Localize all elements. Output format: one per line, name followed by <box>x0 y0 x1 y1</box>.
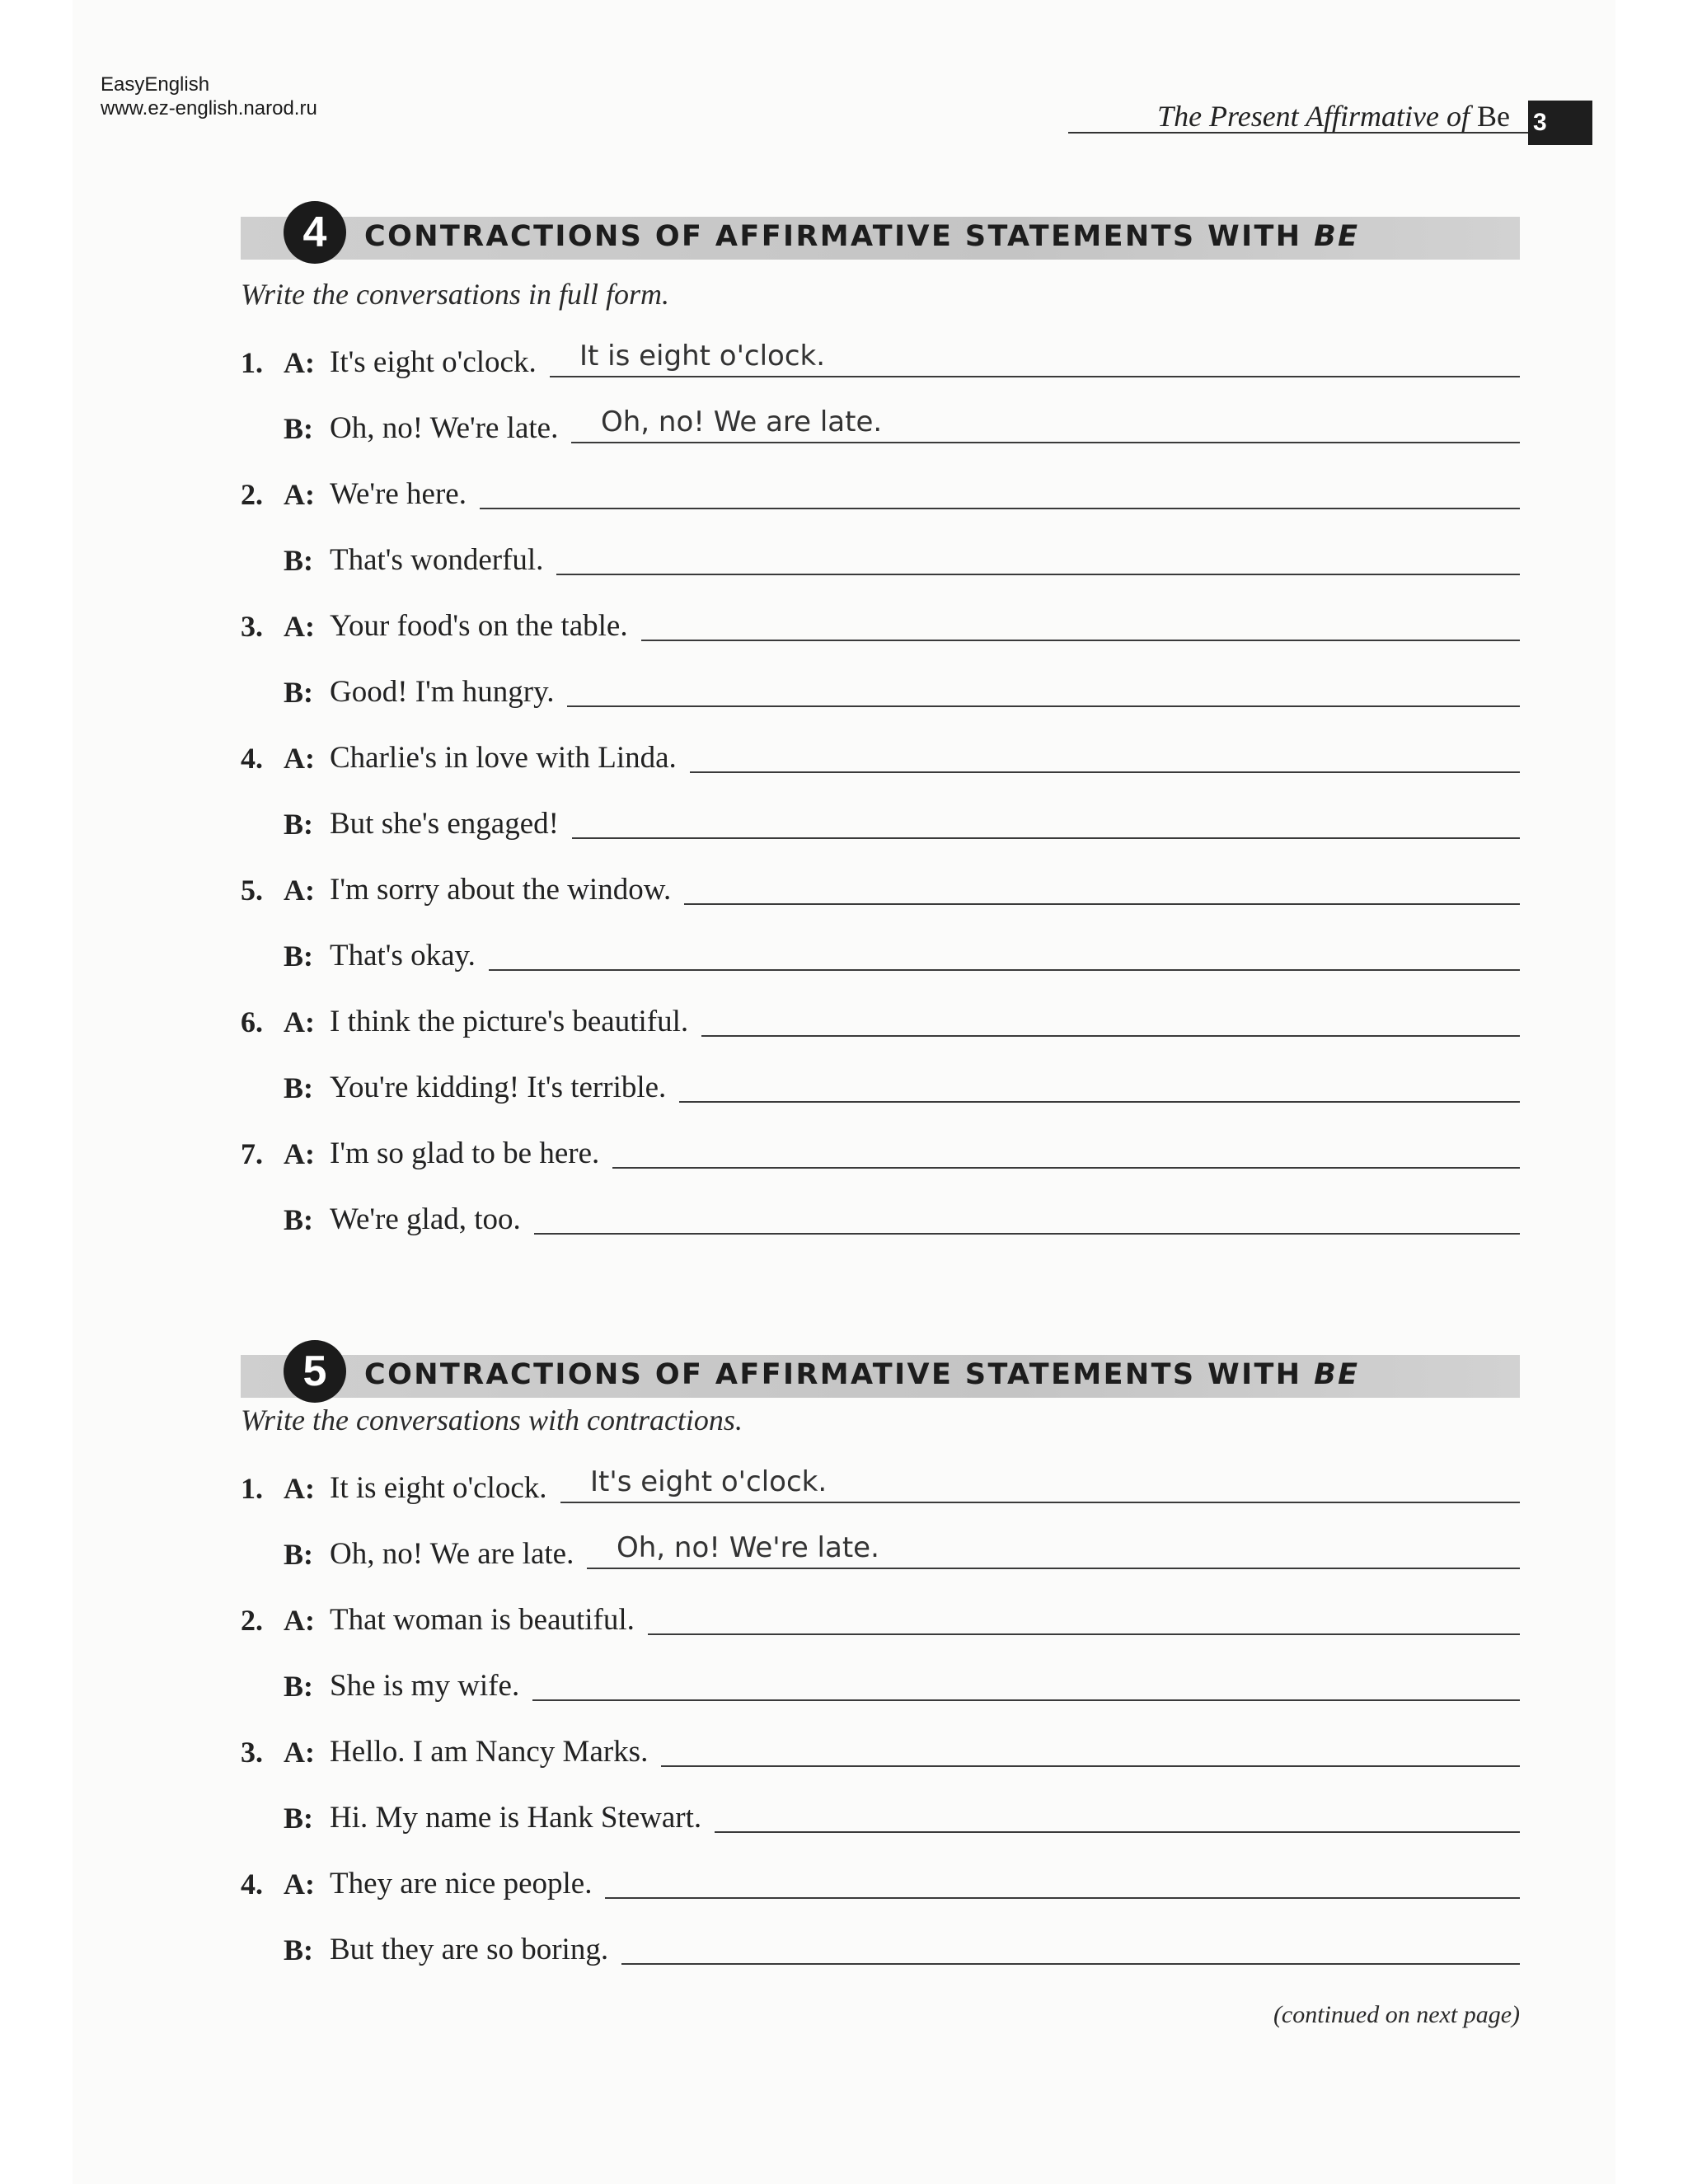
exercise-row <box>241 872 1520 921</box>
answer-line[interactable] <box>605 1897 1520 1899</box>
item-number: 7. <box>241 1137 263 1170</box>
answer-line[interactable] <box>534 1233 1520 1235</box>
prompt-text: Oh, no! We're late. <box>330 411 559 445</box>
speaker-label: B: <box>284 1203 313 1236</box>
section-5-number: 5 <box>284 1340 346 1403</box>
brand-block <box>101 73 317 120</box>
exercise-row <box>241 1800 1520 1849</box>
exercise-row <box>241 1668 1520 1718</box>
answer-line[interactable] <box>571 442 1520 443</box>
item-number: 1. <box>241 1472 263 1505</box>
item-number: 2. <box>241 1604 263 1637</box>
handwritten-answer: It is eight o'clock. <box>579 340 826 373</box>
speaker-label: B: <box>284 676 313 709</box>
handwritten-answer: Oh, no! We're late. <box>617 1531 879 1564</box>
running-head-word: Be <box>1477 100 1510 133</box>
item-number: 4. <box>241 1868 263 1900</box>
prompt-text: But she's engaged! <box>330 807 559 841</box>
running-head <box>1068 92 1528 134</box>
prompt-text: That's okay. <box>330 939 476 972</box>
section-5-title <box>364 1358 1359 1391</box>
speaker-label: A: <box>284 1472 315 1505</box>
prompt-text: You're kidding! It's terrible. <box>330 1071 667 1104</box>
prompt-text: That woman is beautiful. <box>330 1603 635 1637</box>
exercise-row <box>241 674 1520 724</box>
speaker-label: A: <box>284 1137 315 1170</box>
answer-line[interactable] <box>612 1167 1520 1169</box>
section-5-title-text: CONTRACTIONS OF AFFIRMATIVE STATEMENTS WITH <box>364 1358 1302 1391</box>
answer-line[interactable] <box>489 969 1520 971</box>
prompt-text: I think the picture's beautiful. <box>330 1005 689 1038</box>
exercise-row <box>241 740 1520 790</box>
speaker-label: A: <box>284 1604 315 1637</box>
prompt-text: It's eight o'clock. <box>330 345 537 379</box>
item-number: 3. <box>241 610 263 643</box>
answer-line[interactable] <box>587 1568 1520 1569</box>
prompt-text: Hello. I am Nancy Marks. <box>330 1735 649 1769</box>
prompt-text: But they are so boring. <box>330 1933 609 1966</box>
exercise-row <box>241 405 1520 460</box>
speaker-label: B: <box>284 940 313 972</box>
speaker-label: B: <box>284 412 313 445</box>
item-number: 3. <box>241 1736 263 1769</box>
exercise-row <box>241 476 1520 526</box>
exercise-row <box>241 1866 1520 1915</box>
answer-line[interactable] <box>701 1035 1520 1037</box>
prompt-text: That's wonderful. <box>330 543 544 577</box>
brand-url: www.ez-english.narod.ru <box>101 97 317 120</box>
answer-line[interactable] <box>550 376 1520 377</box>
exercise-row <box>241 1136 1520 1185</box>
item-number: 6. <box>241 1005 263 1038</box>
prompt-text: She is my wife. <box>330 1669 520 1703</box>
answer-line[interactable] <box>572 837 1520 839</box>
exercise-row <box>241 1734 1520 1783</box>
item-number: 5. <box>241 874 263 907</box>
handwritten-answer: Oh, no! We are late. <box>601 405 883 438</box>
exercise-row <box>241 608 1520 658</box>
section-4-instruction: Write the conversations in full form. <box>241 278 669 311</box>
speaker-label: A: <box>284 478 315 511</box>
exercise-row <box>241 1531 1520 1586</box>
section-5-title-em: BE <box>1314 1358 1360 1391</box>
speaker-label: B: <box>284 808 313 841</box>
prompt-text: Hi. My name is Hank Stewart. <box>330 1801 702 1835</box>
item-number: 2. <box>241 478 263 511</box>
speaker-label: B: <box>284 1670 313 1703</box>
prompt-text: Your food's on the table. <box>330 609 628 643</box>
answer-line[interactable] <box>684 903 1520 905</box>
speaker-label: B: <box>284 544 313 577</box>
answer-line[interactable] <box>679 1101 1520 1103</box>
section-4-number: 4 <box>284 201 346 264</box>
prompt-text: Oh, no! We are late. <box>330 1537 574 1571</box>
prompt-text: It is eight o'clock. <box>330 1471 547 1505</box>
answer-line[interactable] <box>480 508 1520 509</box>
speaker-label: B: <box>284 1538 313 1571</box>
exercise-row <box>241 806 1520 855</box>
speaker-label: A: <box>284 1868 315 1900</box>
exercise-row <box>241 1602 1520 1652</box>
answer-line[interactable] <box>715 1831 1520 1833</box>
exercise-row <box>241 1932 1520 1981</box>
prompt-text: They are nice people. <box>330 1867 593 1900</box>
answer-line[interactable] <box>621 1963 1520 1965</box>
speaker-label: B: <box>284 1933 313 1966</box>
prompt-text: Good! I'm hungry. <box>330 675 555 709</box>
speaker-label: B: <box>284 1071 313 1104</box>
prompt-text: I'm sorry about the window. <box>330 873 672 907</box>
speaker-label: A: <box>284 610 315 643</box>
section-4-title <box>364 220 1359 253</box>
answer-line[interactable] <box>661 1765 1520 1767</box>
handwritten-answer: It's eight o'clock. <box>590 1465 828 1498</box>
answer-line[interactable] <box>690 771 1520 773</box>
exercise-row <box>241 1004 1520 1053</box>
exercise-row <box>241 1070 1520 1119</box>
speaker-label: A: <box>284 742 315 775</box>
section-4-title-text: CONTRACTIONS OF AFFIRMATIVE STATEMENTS WITH <box>364 220 1302 253</box>
exercise-row <box>241 938 1520 987</box>
prompt-text: Charlie's in love with Linda. <box>330 741 677 775</box>
answer-line[interactable] <box>641 640 1520 641</box>
section-5-instruction: Write the conversations with contractions. <box>241 1404 743 1436</box>
exercise-row <box>241 1465 1520 1520</box>
speaker-label: A: <box>284 1736 315 1769</box>
answer-line[interactable] <box>556 574 1520 575</box>
section-4-title-em: BE <box>1314 220 1360 253</box>
answer-line[interactable] <box>567 705 1520 707</box>
page-number: 3 <box>1528 101 1592 145</box>
exercise-row <box>241 1202 1520 1251</box>
prompt-text: We're glad, too. <box>330 1202 521 1236</box>
answer-line[interactable] <box>560 1502 1520 1503</box>
prompt-text: I'm so glad to be here. <box>330 1137 600 1170</box>
item-number: 4. <box>241 742 263 775</box>
exercise-row <box>241 340 1520 394</box>
running-head-title: The Present Affirmative of <box>1157 100 1470 133</box>
answer-line[interactable] <box>648 1633 1520 1635</box>
speaker-label: A: <box>284 346 315 379</box>
answer-line[interactable] <box>532 1699 1520 1701</box>
speaker-label: B: <box>284 1802 313 1835</box>
exercise-row <box>241 542 1520 592</box>
speaker-label: A: <box>284 1005 315 1038</box>
brand-name: EasyEnglish <box>101 73 210 96</box>
prompt-text: We're here. <box>330 477 467 511</box>
continued-note: (continued on next page) <box>1273 2001 1520 2028</box>
item-number: 1. <box>241 346 263 379</box>
speaker-label: A: <box>284 874 315 907</box>
